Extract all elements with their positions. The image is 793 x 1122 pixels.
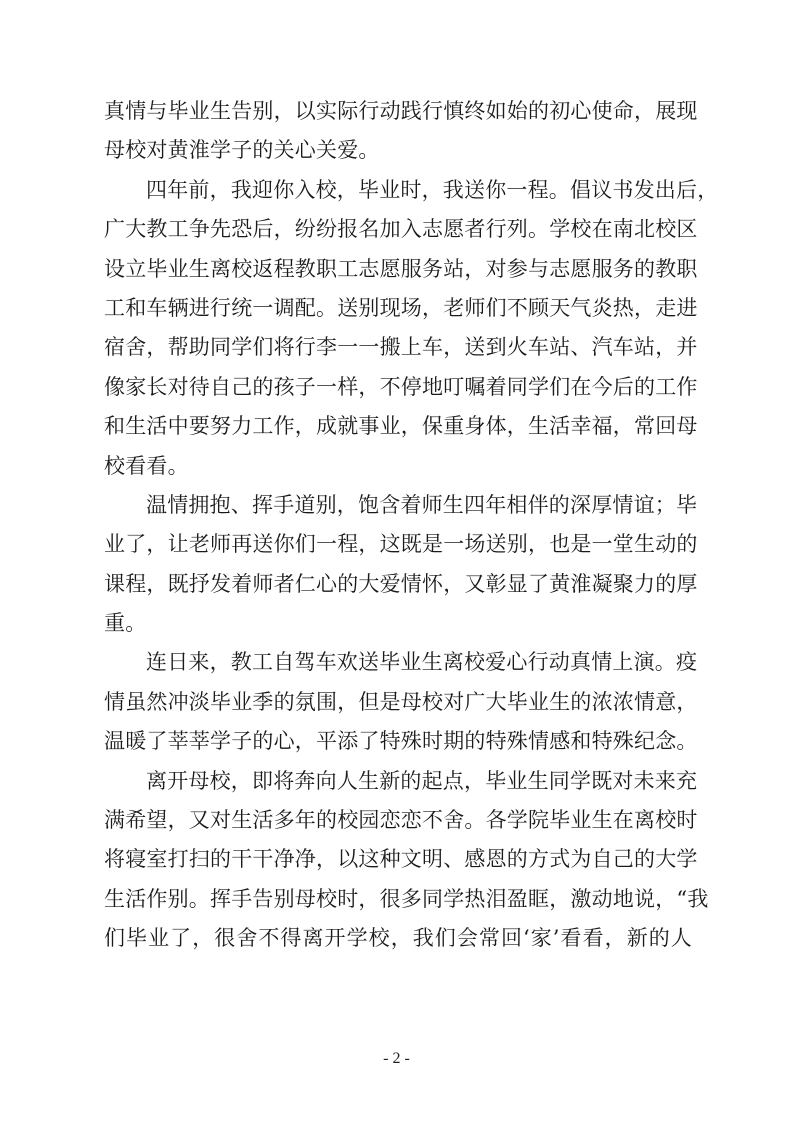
text-line: 真情与毕业生告别，以实际行动践行慎终如始的初心使命，展现 xyxy=(104,99,698,123)
text-line: 和生活中要努力工作，成就事业，保重身体，生活幸福，常回母 xyxy=(104,414,698,439)
text-line: 重。 xyxy=(104,611,147,636)
text-line: 业了，让老师再送你们一程，这既是一场送别，也是一堂生动的 xyxy=(104,532,698,557)
text-line: 生活作别。挥手告别母校时，很多同学热泪盈眶，激动地说，“我 xyxy=(104,886,709,911)
text-line: 宿舍，帮助同学们将行李一一搬上车，送到火车站、汽车站，并 xyxy=(104,335,698,360)
text-line: 连日来，教工自驾车欢送毕业生离校爱心行动真情上演。疫 xyxy=(146,650,698,675)
text-line: 温暖了莘莘学子的心，平添了特殊时期的特殊情感和特殊纪念。 xyxy=(104,729,698,754)
page-number: - 2 - xyxy=(383,1050,410,1067)
text-line: 广大教工争先恐后，纷纷报名加入志愿者行列。学校在南北校区 xyxy=(104,217,698,242)
text-line: 校看看。 xyxy=(104,453,189,478)
text-line: 母校对黄淮学子的关心关爱。 xyxy=(104,138,380,163)
text-line: 课程，既抒发着师者仁心的大爱情怀，又彰显了黄淮凝聚力的厚 xyxy=(104,571,698,596)
text-line: 像家长对待自己的孩子一样，不停地叮嘱着同学们在今后的工作 xyxy=(104,374,698,399)
text-line: 工和车辆进行统一调配。送别现场，老师们不顾天气炎热，走进 xyxy=(104,295,698,320)
text-line: 温情拥抱、挥手道别，饱含着师生四年相伴的深厚情谊；毕 xyxy=(146,492,698,517)
text-line: 四年前，我迎你入校，毕业时，我送你一程。倡议书发出后， xyxy=(146,177,719,202)
text-line: 们毕业了，很舍不得离开学校，我们会常回‘家’看看，新的人 xyxy=(104,926,692,951)
text-line: 情虽然冲淡毕业季的氛围，但是母校对广大毕业生的浓浓情意， xyxy=(104,689,698,714)
text-line: 离开母校，即将奔向人生新的起点，毕业生同学既对未来充 xyxy=(146,768,698,793)
text-line: 将寝室打扫的干干净净，以这种文明、感恩的方式为自己的大学 xyxy=(104,847,698,872)
body-text xyxy=(104,92,719,959)
text-line: 设立毕业生离校返程教职工志愿服务站，对参与志愿服务的教职 xyxy=(104,256,698,281)
text-line: 满希望，又对生活多年的校园恋恋不舍。各学院毕业生在离校时 xyxy=(104,808,698,833)
